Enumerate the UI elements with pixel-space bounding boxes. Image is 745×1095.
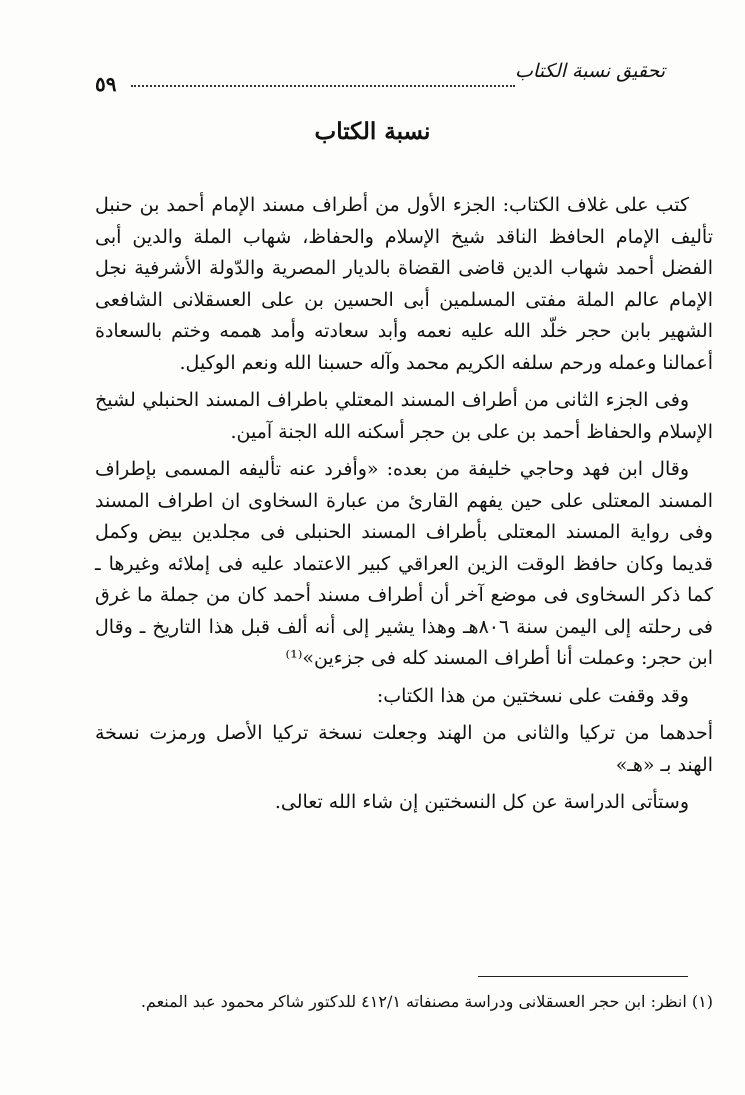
footnote: (١) انظر: ابن حجر العسقلانى ودراسة مصنفاته ٤١٢/١ للدكتور شاكر محمود عبد المنعم. xyxy=(140,992,713,1011)
paragraph-manuscripts-list: أحدهما من تركيا والثانى من الهند وجعلت نسخة تركيا الأصل ورمزت نسخة الهند بـ «هـ» xyxy=(95,722,713,776)
paragraph-closing: وستأتى الدراسة عن كل النسختين إن شاء الله تعالى. xyxy=(274,791,689,813)
body-text xyxy=(95,190,713,825)
paragraph-manuscripts-intro: وقد وقفت على نسختين من هذا الكتاب: xyxy=(376,684,689,707)
running-header xyxy=(95,60,665,94)
paragraph-ibn-fahd-quote: وقال ابن فهد وحاجي خليفة من بعده: «وأفرد عنه تأليفه المسمى بإطراف المسند المعتلى على حين يفهم القارئ من عبارة السخاوى ان اطراف المسند وفى رواية المسند المعتلى بأطراف المسند الحنبلى فى مجلدين بيض وكمل قديما وكان حافظ الوقت الزين العراقي كبير الاعتماد عليه فى إملائه وغيرها ـ كما ذكر السخاوى فى موضع آخر أن أطراف مسند أحمد كان من جملة ما غرق فى رحلته إلى اليمن سنة ٨٠٦هـ وهذا يشير إلى أنه ألف قبل هذا التاريخ ـ وقال ابن حجر: وعملت أنا أطراف المسند كله فى جزءين»⁽¹⁾ xyxy=(95,458,713,669)
paragraph-cover-inscription: كتب على غلاف الكتاب: الجزء الأول من أطراف مسند الإمام أحمد بن حنبل تأليف الإمام الحافظ الناقد شيخ الإسلام والحفاظ، شهاب الملة والدين أبى الفضل أحمد شهاب الدين قاضى القضاة بالديار المصرية والدّولة الأشرفية نجل الإمام عالم الملة مفتى المسلمين أبى الحسين بن على العسقلانى الشافعى الشهير بابن حجر خلّد الله عليه نعمه وأبد سعادته وأمد هممه وختم بالسعادة أعمالنا وعمله ورحم سلفه الكريم محمد وآله حسبنا الله ونعم الوكيل. xyxy=(95,194,713,374)
paragraph-second-part: وفى الجزء الثانى من أطراف المسند المعتلي باطراف المسند الحنبلي لشيخ الإسلام والحفاظ أحمد بن على بن حجر أسكنه الله الجنة آمين. xyxy=(95,389,713,443)
running-title: تحقيق نسبة الكتاب xyxy=(515,60,665,82)
footnote-separator xyxy=(478,976,688,977)
page-number: ٥٩ xyxy=(95,72,117,96)
section-title: نسبة الكتاب xyxy=(314,118,431,145)
header-dotted-leader xyxy=(131,85,515,87)
